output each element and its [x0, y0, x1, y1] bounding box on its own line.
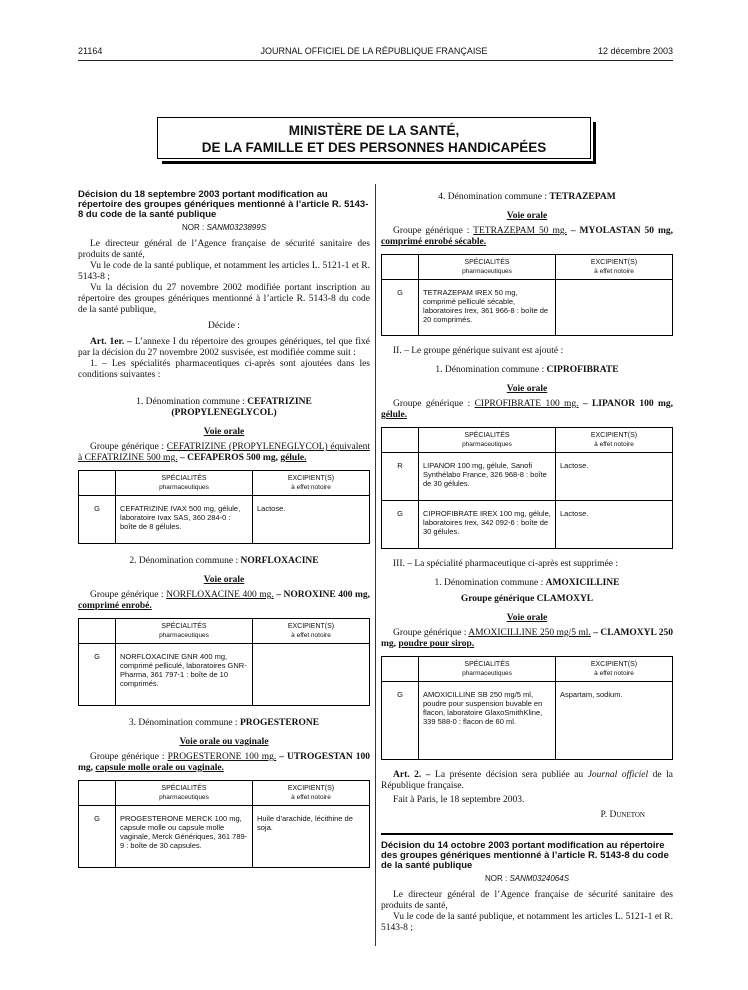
- ministry-line-2: DE LA FAMILLE ET DES PERSONNES HANDICAPÉES: [201, 140, 547, 155]
- paragraph: Vu le code de la santé publique, et notamment les articles L. 5121-1 et R. 5143-8 ;: [381, 912, 673, 933]
- denomination-1: 1. Dénomination commune : CEFATRIZINE (PROPYLENEGLYCOL): [136, 397, 312, 418]
- nor-reference-2: NOR : SANM0324064S: [484, 874, 570, 883]
- route-heading: Voie orale: [203, 427, 245, 437]
- decision-title-2: Décision du 14 octobre 2003 portant modification au répertoire des groupes génériques mentionné à l’article R. 5143-8 du code de la santé publique: [381, 840, 669, 871]
- generic-group-2: Groupe générique : NORFLOXACINE 400 mg. – NOROXINE 400 mg, comprimé enrobé.: [78, 590, 371, 611]
- paragraph: Le directeur général de l’Agence française de sécurité sanitaire des produits de santé,: [78, 239, 370, 260]
- article-2: Art. 2. – La présente décision sera publiée au Journal officiel de la République française.: [381, 770, 673, 791]
- decision-title: Décision du 18 septembre 2003 portant modification au répertoire des groupes génériques mentionné à l’article R. 5143-8 du code de la santé publique: [78, 189, 369, 220]
- route-heading: Voie orale: [506, 384, 548, 394]
- generic-group-3: Groupe générique : PROGESTERONE 100 mg. – UTROGESTAN 100 mg, capsule molle orale ou vaginale.: [78, 752, 371, 773]
- paragraph: Vu le code de la santé publique, et notamment les articles L. 5121-1 et R. 5143-8 ;: [78, 261, 370, 282]
- specialty-table-4: SPÉCIALITÉS pharmaceutiques EXCIPIENT(S) à effet notoire G TETRAZEPAM IREX 50 mg, comprimé pelliculé sécable, laboratoires Irex, 361 966-8 : boîte de 20 comprimés.: [381, 254, 673, 336]
- signing-place-date: Fait à Paris, le 18 septembre 2003.: [393, 795, 525, 805]
- specialty-table-6: SPÉCIALITÉS pharmaceutiques EXCIPIENT(S) à effet notoire G AMOXICILLINE SB 250 mg/5 ml, poudre pour suspension buvable en flacon, laboratoire GlaxoSmithKline, 339 588-0 : flacon de 60 ml. Aspartam, sodium.: [381, 656, 673, 760]
- denomination-4: 4. Dénomination commune : TETRAZEPAM: [438, 192, 616, 202]
- denomination-5: 1. Dénomination commune : CIPROFIBRATE: [435, 365, 619, 375]
- group-heading: Groupe générique CLAMOXYL: [460, 594, 594, 604]
- journal-title: JOURNAL OFFICIEL DE LA RÉPUBLIQUE FRANÇAISE: [260, 46, 488, 56]
- generic-group-4: Groupe générique : TETRAZEPAM 50 mg. – MYOLASTAN 50 mg, comprimé enrobé sécable.: [381, 226, 673, 247]
- specialty-table-5: SPÉCIALITÉS pharmaceutiques EXCIPIENT(S) à effet notoire R LIPANOR 100 mg, gélule, Sanofi Synthélabo France, 326 968-8 : boîte de 30 gélules. Lactose. G CIPROFIBRATE IREX 100 mg, gélule, laboratoires Irex, 342 092-6 : boîte de 30 gélules. Lactose.: [381, 427, 673, 549]
- paragraph: Le directeur général de l’Agence française de sécurité sanitaire des produits de santé,: [381, 890, 673, 911]
- generic-group-6: Groupe générique : AMOXICILLINE 250 mg/5 ml. – CLAMOXYL 250 mg, poudre pour sirop.: [381, 628, 673, 649]
- specialty-table-2: SPÉCIALITÉS pharmaceutiques EXCIPIENT(S) à effet notoire G NORFLOXACINE GNR 400 mg, comprimé pelliculé, laboratoires GNR-Pharma, 361 797-1 : boîte de 10 comprimés.: [78, 618, 370, 706]
- generic-group-5: Groupe générique : CIPROFIBRATE 100 mg. – LIPANOR 100 mg, gélule.: [381, 399, 674, 420]
- denomination-2: 2. Dénomination commune : NORFLOXACINE: [129, 556, 319, 566]
- route-heading: Voie orale ou vaginale: [179, 737, 269, 747]
- article-1: Art. 1er. – L’annexe I du répertoire des groupes génériques, tel que fixé par la décision du 27 novembre 2002 susvisée, est modifiée comme suit :: [78, 337, 370, 358]
- route-heading: Voie orale: [506, 613, 548, 623]
- signatory: P. Duneton: [600, 810, 645, 820]
- section-iii: III. – La spécialité pharmaceutique ci-après est supprimée :: [393, 559, 618, 569]
- section-rule: [381, 833, 673, 835]
- section-ii: II. – Le groupe générique suivant est ajouté :: [393, 346, 564, 356]
- generic-group-1: Groupe générique : CEFATRIZINE (PROPYLENEGLYCOL) équivalent à CEFATRIZINE 500 mg. – CEFAPEROS 500 mg, gélule.: [78, 442, 370, 463]
- specialty-table-3: SPÉCIALITÉS pharmaceutiques EXCIPIENT(S) à effet notoire G PROGESTERONE MERCK 100 mg, capsule molle ou capsule molle vaginale, Merck Génériques, 361 789-9 : boîte de 30 capsules. Huile d’arachide, lécithine de soja.: [78, 780, 370, 868]
- right-column: [381, 192, 673, 934]
- route-heading: Voie orale: [506, 211, 548, 221]
- specialty-table-1: SPÉCIALITÉS pharmaceutiques EXCIPIENT(S) à effet notoire G CEFATRIZINE IVAX 500 mg, gélule, laboratoire Ivax SAS, 360 284-0 : boîte de 8 gélules. Lactose.: [78, 470, 370, 544]
- paragraph: 1. – Les spécialités pharmaceutiques ci-après sont ajoutées dans les conditions suivantes :: [78, 359, 370, 380]
- page-number: 21164: [78, 46, 103, 56]
- ministry-line-1: MINISTÈRE DE LA SANTÉ,: [288, 123, 460, 138]
- ministry-banner: [157, 117, 591, 159]
- column-divider: [375, 184, 376, 946]
- paragraph: Vu la décision du 27 novembre 2002 modifiée portant inscription au répertoire des groupes génériques mentionné à l’article R. 5143-8 du code de la santé publique,: [78, 283, 370, 315]
- header-rule: [78, 60, 673, 61]
- denomination-6: 1. Dénomination commune : AMOXICILLINE: [434, 578, 620, 588]
- route-heading: Voie orale: [203, 575, 245, 585]
- denomination-3: 3. Dénomination commune : PROGESTERONE: [128, 718, 320, 728]
- left-column: [78, 190, 370, 878]
- issue-date: 12 décembre 2003: [597, 46, 673, 56]
- nor-reference: NOR : SANM0323899S: [181, 223, 267, 232]
- decide-heading: Décide :: [208, 321, 240, 331]
